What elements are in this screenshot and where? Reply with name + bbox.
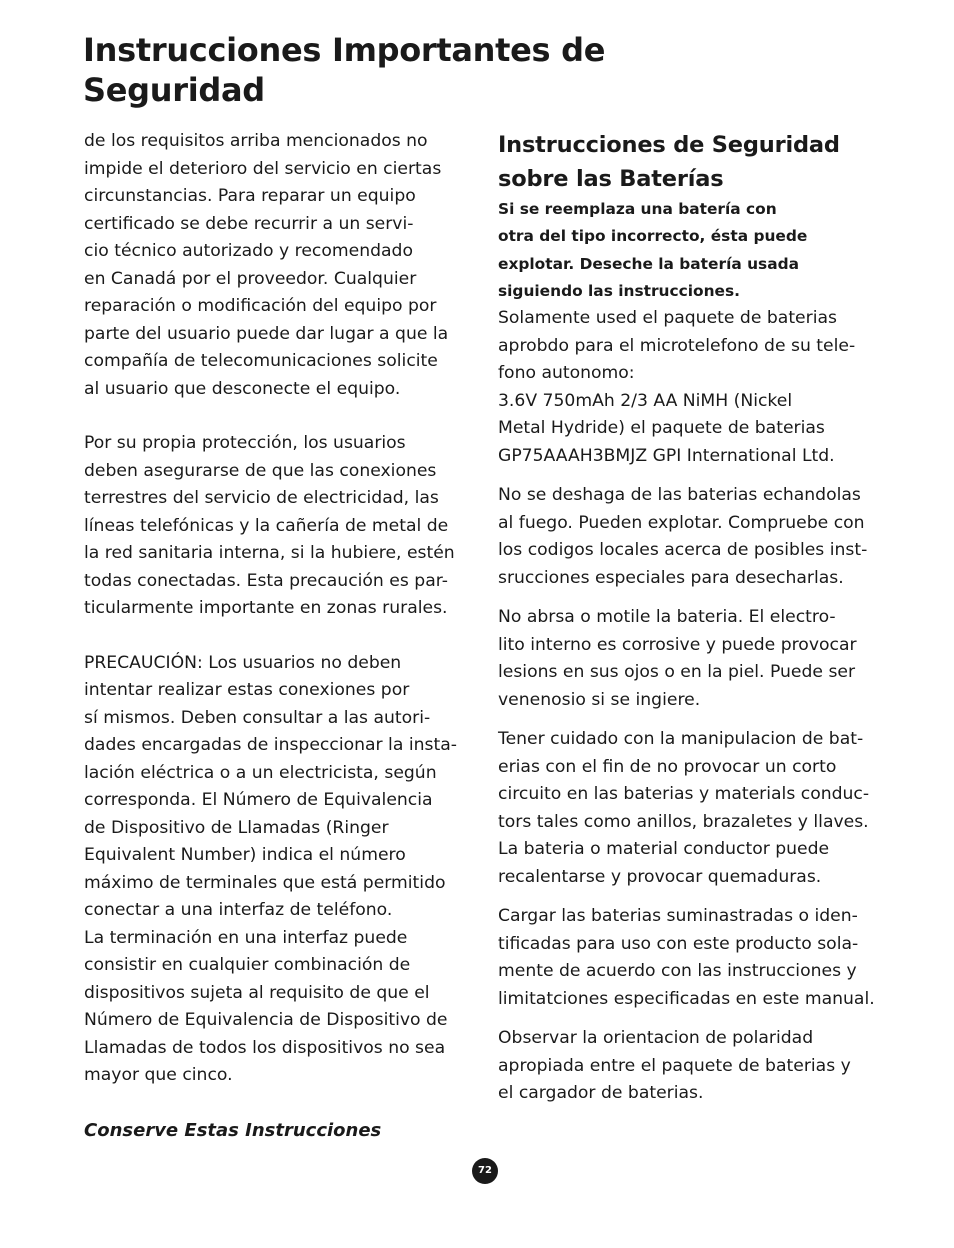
paragraph-service-requirements: de los requisitos arriba mencionados no impide el deterioro del servicio en ciertas circunstancias. Para reparar un equipo certificado se debe recurrir a un servi- cio técnico autorizado y recomendado en Canadá por el proveedor. Cualquier reparación o modificación del equipo por parte del usuario puede dar lugar a que la compañía de telecomunicaciones solicite al usuario que desconecte el equipo. bbox=[84, 131, 449, 399]
paragraph-approved-battery: Solamente used el paquete de baterias aprobdo para el microtelefono de su tele- fono autonomo: 3.6V 750mAh 2/3 AA NiMH (Nickel Metal Hydride) el paquete de baterias GP75AAAH3BMJZ GPI International Ltd. bbox=[498, 308, 856, 466]
section-title-battery-safety: Instrucciones de Seguridad sobre las Baterías bbox=[498, 132, 840, 192]
battery-warning: Si se reemplaza una batería con otra del tipo incorrecto, ésta puede explotar. Deseche la batería usada siguiendo las instrucciones. bbox=[498, 200, 808, 300]
paragraph-grounding-protection: Por su propia protección, los usuarios deben asegurarse de que las conexiones terrestres del servicio de electricidad, las líneas telefónicas y la cañería de metal de la red sanitaria interna, si la hubiere, estén todas conectadas. Esta precaución es par- ticularmente importante en zonas rurales. bbox=[84, 433, 455, 618]
paragraph-caution: PRECAUCIÓN: Los usuarios no deben intentar realizar estas conexiones por sí mismos. Deben consultar a las autori- dades encargadas de inspeccionar la insta- lación eléctrica o a un electricista, según corresponda. El Número de Equivalencia de Dispositivo de Llamadas (Ringer Equivalent Number) indica el número máximo de terminales que está permitido conectar a una interfaz de teléfono. La terminación en una interfaz puede consistir en cualquier combinación de dispositivos sujeta al requisito de que el Número de Equivalencia de Dispositivo de Llamadas de todos los dispositivos no sea mayor que cinco. bbox=[84, 652, 457, 1085]
paragraph-fire-disposal: No se deshaga de las baterias echandolas al fuego. Pueden explotar. Compruebe con los codigos locales acerca de posibles inst- srucciones especiales para desecharlas. bbox=[498, 485, 868, 588]
page-number-badge: 72 bbox=[472, 1158, 498, 1184]
paragraph-polarity: Observar la orientacion de polaridad apropiada entre el paquete de baterias y el cargador de baterias. bbox=[498, 1028, 851, 1104]
page-title: Instrucciones Importantes de Seguridad bbox=[83, 31, 606, 109]
closing-note: Conserve Estas Instrucciones bbox=[84, 1120, 382, 1141]
right-column bbox=[498, 128, 890, 1120]
left-column bbox=[84, 128, 476, 1090]
paragraph-do-not-open: No abrsa o motile la bateria. El electro- lito interno es corrosive y puede provocar lesions en sus ojos o en la piel. Puede ser venenosio si se ingiere. bbox=[498, 607, 857, 710]
paragraph-charging: Cargar las baterias suminastradas o iden- tificadas para uso con este producto sola- mente de acuerdo con las instrucciones y limitatciones especificadas en este manual. bbox=[498, 906, 875, 1009]
paragraph-short-circuit: Tener cuidado con la manipulacion de bat- erias con el fin de no provocar un corto circuito en las baterias y materials conduc- tors tales como anillos, brazaletes y llaves. La bateria o material conductor puede recalentarse y provocar quemaduras. bbox=[498, 729, 870, 887]
